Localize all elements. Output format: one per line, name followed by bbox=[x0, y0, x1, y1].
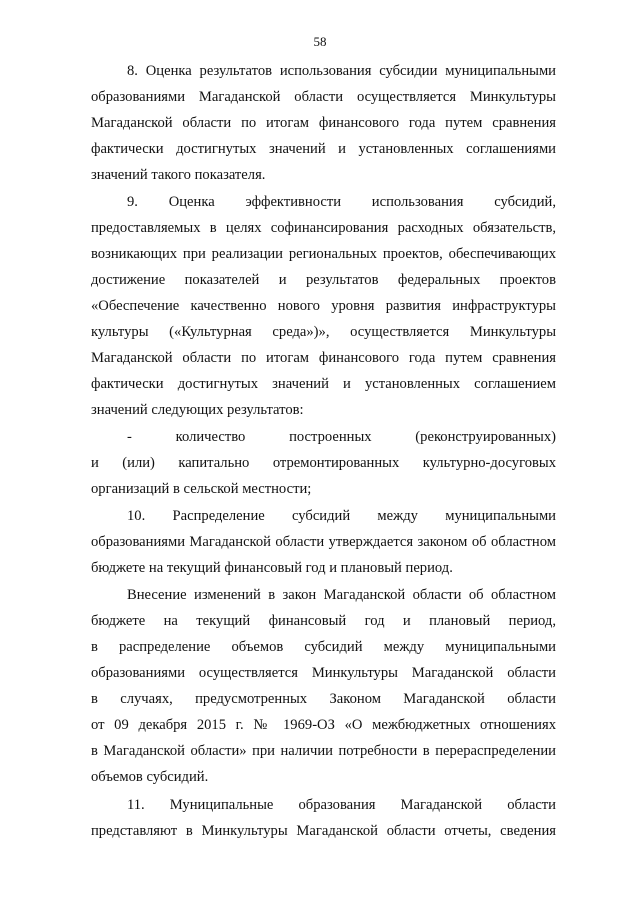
text-line: культуры («Культурная среда»)», осуществляется Минкультуры bbox=[91, 324, 556, 340]
text-line: от 09 декабря 2015 г. № 1969-ОЗ «О межбюджетных отношениях bbox=[91, 717, 556, 733]
text-line: предоставляемых в целях софинансирования расходных обязательств, bbox=[91, 220, 556, 236]
text-line: в Магаданской области» при наличии потребности в перераспределении bbox=[91, 743, 556, 759]
text-line: образованиями осуществляется Минкультуры Магаданской области bbox=[91, 665, 556, 681]
text-line: в случаях, предусмотренных Законом Магаданской области bbox=[91, 691, 556, 707]
text-line: фактически достигнутых значений и установленных соглашениями bbox=[91, 141, 556, 157]
text-line: Внесение изменений в закон Магаданской области об областном bbox=[127, 587, 556, 603]
text-line: фактически достигнутых значений и установленных соглашением bbox=[91, 376, 556, 392]
page-number: 58 bbox=[313, 34, 327, 49]
text-line: образованиями Магаданской области утверждается законом об областном bbox=[91, 534, 556, 550]
text-line: «Обеспечение качественно нового уровня развития инфраструктуры bbox=[91, 298, 556, 314]
text-line: 11. Муниципальные образования Магаданской области bbox=[127, 797, 556, 813]
text-line: бюджете на текущий финансовый год и плановый период, bbox=[91, 613, 556, 629]
text-line: Магаданской области по итогам финансового года путем сравнения bbox=[91, 350, 556, 366]
text-line: Магаданской области по итогам финансового года путем сравнения bbox=[91, 115, 556, 131]
text-line: 9. Оценка эффективности использования субсидий, bbox=[127, 194, 556, 210]
text-line: и (или) капитально отремонтированных культурно-досуговых bbox=[91, 455, 556, 471]
text-line: образованиями Магаданской области осуществляется Минкультуры bbox=[91, 89, 556, 105]
text-line: организаций в сельской местности; bbox=[91, 481, 312, 497]
text-line: значений следующих результатов: bbox=[91, 402, 304, 418]
text-line: представляют в Минкультуры Магаданской области отчеты, сведения bbox=[91, 823, 556, 839]
text-line: объемов субсидий. bbox=[91, 769, 209, 785]
text-line: в распределение объемов субсидий между муниципальными bbox=[91, 639, 556, 655]
text-line: достижение показателей и результатов федеральных проектов bbox=[91, 272, 556, 288]
text-line: значений такого показателя. bbox=[91, 167, 266, 183]
text-line: возникающих при реализации региональных проектов, обеспечивающих bbox=[91, 246, 556, 262]
text-line: 8. Оценка результатов использования субсидии муниципальными bbox=[127, 63, 556, 79]
text-line: бюджете на текущий финансовый год и плановый период. bbox=[91, 560, 453, 576]
text-line: 10. Распределение субсидий между муниципальными bbox=[127, 508, 556, 524]
text-line: - количество построенных (реконструированных) bbox=[127, 429, 556, 445]
